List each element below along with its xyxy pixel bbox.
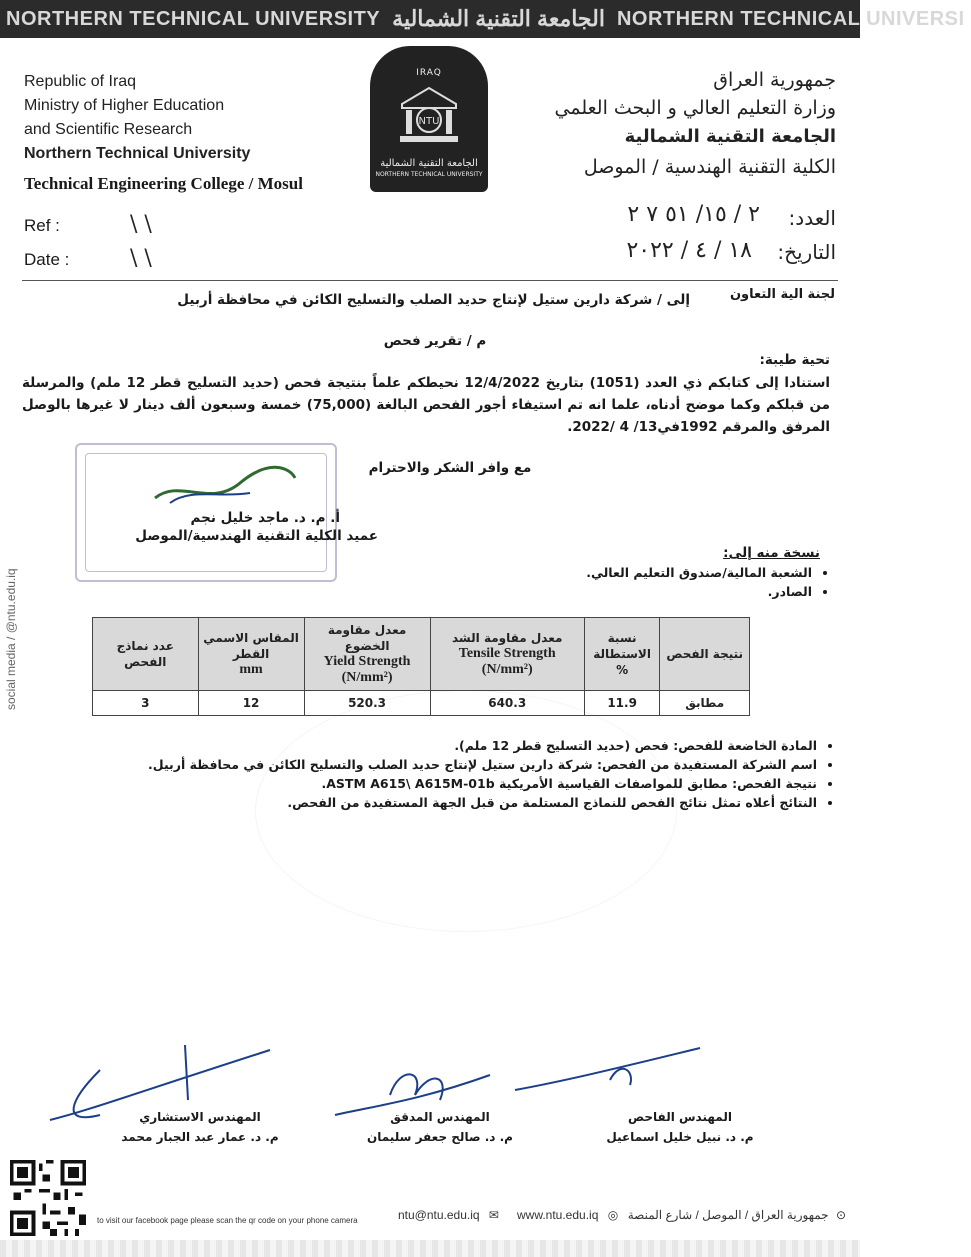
globe-icon: ◎: [607, 1208, 619, 1222]
notes-list: [15, 738, 835, 814]
cell-elongation: 11.9: [584, 691, 660, 716]
header-cell-diameter: المقاس الاسمي القطر mm: [198, 618, 304, 691]
copy-list: [586, 565, 830, 603]
committee-label: لجنة الية التعاون: [729, 287, 835, 302]
banner-right-text: NORTHERN TECHNICAL UNIVERSI: [616, 7, 965, 30]
consultant-name: م. د. عمار عبد الجبار محمد: [121, 1130, 279, 1144]
header-cell-result: نتيجة الفحص: [660, 618, 750, 691]
examiner-signature-icon: [510, 1040, 710, 1110]
table-header-row: [93, 618, 750, 691]
date-label-ar: التاريخ:: [777, 240, 836, 264]
qr-note: to visit our facebook page please scan the qr code on your phone camera: [97, 1216, 358, 1225]
results-table: [92, 617, 750, 716]
logo-name-arabic: الجامعة التقنية الشمالية: [380, 158, 478, 169]
header-cell-elongation: نسبة الاستطالة %: [584, 618, 660, 691]
cell-result: مطابق: [660, 691, 750, 716]
banner-center-text: الجامعة التقنية الشمالية: [392, 6, 605, 31]
footer-email[interactable]: [398, 1208, 499, 1222]
header-cell-samples: عدد نماذج الفحص: [93, 618, 199, 691]
top-banner: [0, 0, 965, 38]
ref-label: Ref :: [24, 216, 60, 235]
footer-address-text: جمهورية العراق / الموصل / شارع المنصة: [627, 1208, 829, 1222]
qr-code-icon[interactable]: [10, 1160, 86, 1236]
header-country: Republic of Iraq: [24, 73, 137, 90]
auditor-name: م. د. صالح جعفر سليمان: [367, 1130, 513, 1144]
subject-line: م / تقرير فحص: [383, 333, 487, 349]
header-ar-ministry: وزارة التعليم العالي و البحث العلمي: [554, 97, 836, 119]
footer-strip: [0, 1240, 860, 1257]
social-media-sidebar: social media / @ntu.edu.iq: [4, 568, 18, 710]
note-item: • نتيجة الفحص: مطابق للمواصفات القياسية الأمريكية ASTM A615\ A615M-01b.: [15, 776, 817, 791]
dean-signature-icon: [150, 458, 300, 518]
mail-icon: ✉: [488, 1208, 499, 1222]
header-college: Technical Engineering College / Mosul: [24, 174, 303, 193]
header-ar-country: جمهورية العراق: [713, 69, 836, 91]
header-divider: [22, 280, 838, 281]
header-cell-tensile: معدل مقاومة الشد Tensile Strength (N/mm²): [430, 618, 584, 691]
footer-address: [628, 1208, 846, 1222]
auditor-title: المهندس المدقق: [390, 1110, 490, 1124]
header-ministry-cont: and Scientific Research: [24, 121, 193, 138]
signatory-name: أ. م. د. ماجد خليل نجم: [190, 510, 340, 526]
header-english: [24, 70, 344, 194]
date-value: ١٨ / ٤ / ٢٠٢٢: [626, 238, 752, 263]
university-logo: [370, 46, 488, 192]
note-item: • النتائج أعلاه تمثل نتائج الفحص للنماذج المستلمة من قبل الجهة المستفيدة من الفحص.: [15, 795, 817, 810]
consultant-title: المهندس الاستشاري: [139, 1110, 261, 1124]
ref-slashes: \ \: [130, 212, 152, 237]
cell-yield: 520.3: [304, 691, 430, 716]
footer-website[interactable]: [517, 1208, 618, 1222]
date-slashes: \ \: [130, 246, 152, 271]
footer-website-text[interactable]: www.ntu.edu.iq: [517, 1208, 599, 1222]
header-ministry: Ministry of Higher Education: [24, 97, 225, 114]
body-paragraph: استنادا إلى كتابكم ذي العدد (1051) بتاريخ 12/4/2022 نحيطكم علماً بنتيجة فحص (حديد التسليح قطر 12 ملم) والمرسلة من قبلكم وكما موضح أدناه، علما انه تم استيفاء أجور الفحص البالغة (75,000) خمسة وسبعون ألف دينار لا غيرها بالوصل المرفق والمرقم 1992في13/ 4 /2022.: [22, 375, 830, 435]
cell-samples: 3: [93, 691, 199, 716]
number-label-ar: العدد:: [788, 206, 836, 230]
examiner-title: المهندس الفاحص: [628, 1110, 732, 1124]
banner-left-text: NORTHERN TECHNICAL UNIVERSITY: [6, 7, 381, 30]
logo-country: IRAQ: [416, 68, 442, 78]
header-cell-yield: معدل مقاومة الخضوع Yield Strength (N/mm²): [304, 618, 430, 691]
note-item: • المادة الخاضعة للفحص: فحص (حديد التسليح قطر 12 ملم).: [15, 738, 817, 753]
closing-line: مع وافر الشكر والاحترام: [368, 460, 532, 476]
signatory-title: عميد الكلية التقنية الهندسية/الموصل: [135, 528, 378, 544]
header-ar-university: الجامعة التقنية الشمالية: [624, 126, 836, 147]
svg-text:NTU: NTU: [418, 116, 440, 127]
number-value: ٢ / ١٥/ ٥١ ٧ ٢: [627, 202, 760, 227]
note-item: • اسم الشركة المستفيدة من الفحص: شركة دارين ستيل لإنتاج حديد الصلب والتسليح الكائن في محافظة أربيل.: [15, 757, 817, 772]
copy-item: • الصادر.: [586, 584, 812, 599]
header-arabic: [506, 66, 836, 182]
greeting: تحية طيبة:: [759, 352, 830, 368]
recipient-line: إلى / شركة دارين ستيل لإنتاج حديد الصلب والتسليح الكائن في محافظة أربيل: [177, 292, 690, 308]
cell-diameter: 12: [198, 691, 304, 716]
footer-email-text[interactable]: ntu@ntu.edu.iq: [398, 1208, 480, 1222]
logo-name-english: NORTHERN TECHNICAL UNIVERSITY: [375, 171, 483, 178]
header-ar-college: الكلية التقنية الهندسية / الموصل: [583, 156, 836, 178]
logo-emblem-icon: [394, 84, 464, 148]
cell-tensile: 640.3: [430, 691, 584, 716]
copy-item: • الشعبة المالية/صندوق التعليم العالي.: [586, 565, 812, 580]
examiner-name: م. د. نبيل خليل اسماعيل: [606, 1130, 754, 1144]
table-row: [93, 691, 750, 716]
header-university: Northern Technical University: [24, 145, 251, 162]
copy-to-label: نسخة منه إلى:: [723, 545, 820, 561]
date-label: Date :: [24, 250, 70, 269]
location-pin-icon: ⊙: [835, 1208, 846, 1222]
